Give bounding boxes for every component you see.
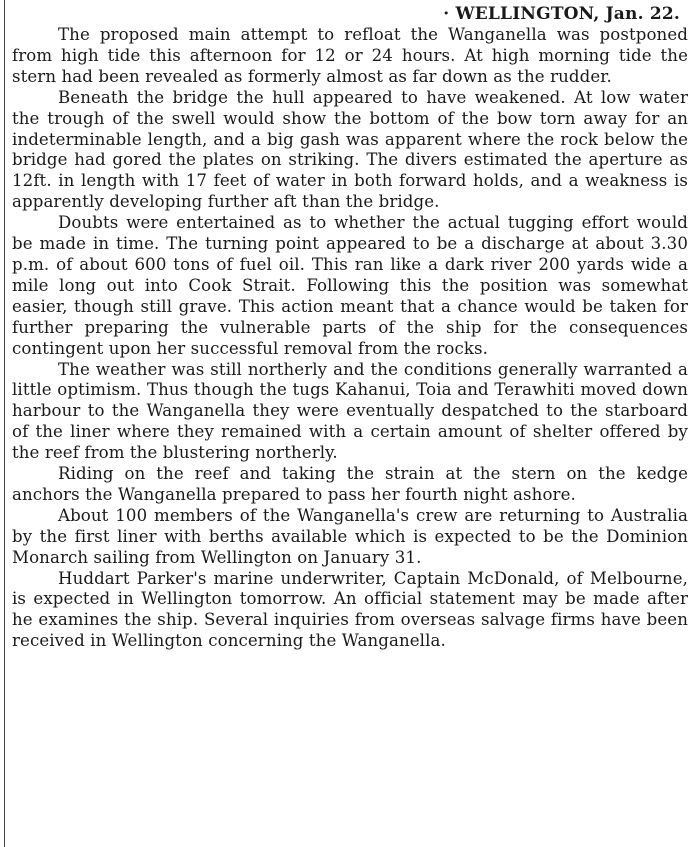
- paragraph-fuel-discharge: Doubts were entertained as to whether the actual tugging effort would be made in time. The turning point appeared to be a discharge at about 3.30 p.m. of about 600 tons of fuel oil. This ran like a dark river 200 yards wide a mile long out into Cook Strait. Following this the position was somewhat easier, though still grave. This action meant that a chance would be taken for further preparing the vulnerable parts of the ship for the consequences contingent upon her successful removal from the rocks.: [12, 213, 688, 358]
- paragraph-underwriter: Huddart Parker's marine underwriter, Captain McDonald, of Melbourne, is expected in Wellington tomorrow. An official statement may be made after he examines the ship. Several inquiries from overseas salvage firms have been received in Wellington concerning the Wanganella.: [12, 568, 688, 651]
- paragraph-hull-damage: Beneath the bridge the hull appeared to have weakened. At low water the trough of the swell would show the bottom of the bow torn away for an indeterminable length, and a big gash was apparent where the rock below the bridge had gored the plates on striking. The divers estimated the aperture as 12ft. in length with 17 feet of water in both forward holds, and a weakness is apparently developing further aft than the bridge.: [12, 87, 688, 212]
- paragraph-refloat-postponed: The proposed main attempt to refloat the Wanganella was postponed from high tide this afternoon for 12 or 24 hours. At high morning tide the stern had been revealed as formerly almost as far down as the rudder.: [12, 25, 688, 86]
- dateline: · WELLINGTON, Jan. 22.: [443, 4, 680, 24]
- column-rule: [4, 0, 5, 847]
- paragraph-crew-returning: About 100 members of the Wanganella's crew are returning to Australia by the first liner with berths available which is expected to be the Dominion Monarch sailing from Wellington on January 31.: [12, 505, 688, 567]
- article: [12, 4, 688, 652]
- paragraph-weather-tugs: The weather was still northerly and the conditions generally warranted a little optimism. Thus though the tugs Kahanui, Toia and Terawhiti moved down harbour to the Wanganella they were eventually despatched to the starboard of the liner where they remained with a certain amount of shelter offered by the reef from the blustering northerly.: [12, 359, 688, 463]
- paragraph-fourth-night: Riding on the reef and taking the strain at the stern on the kedge anchors the Wanganella prepared to pass her fourth night ashore.: [12, 464, 688, 504]
